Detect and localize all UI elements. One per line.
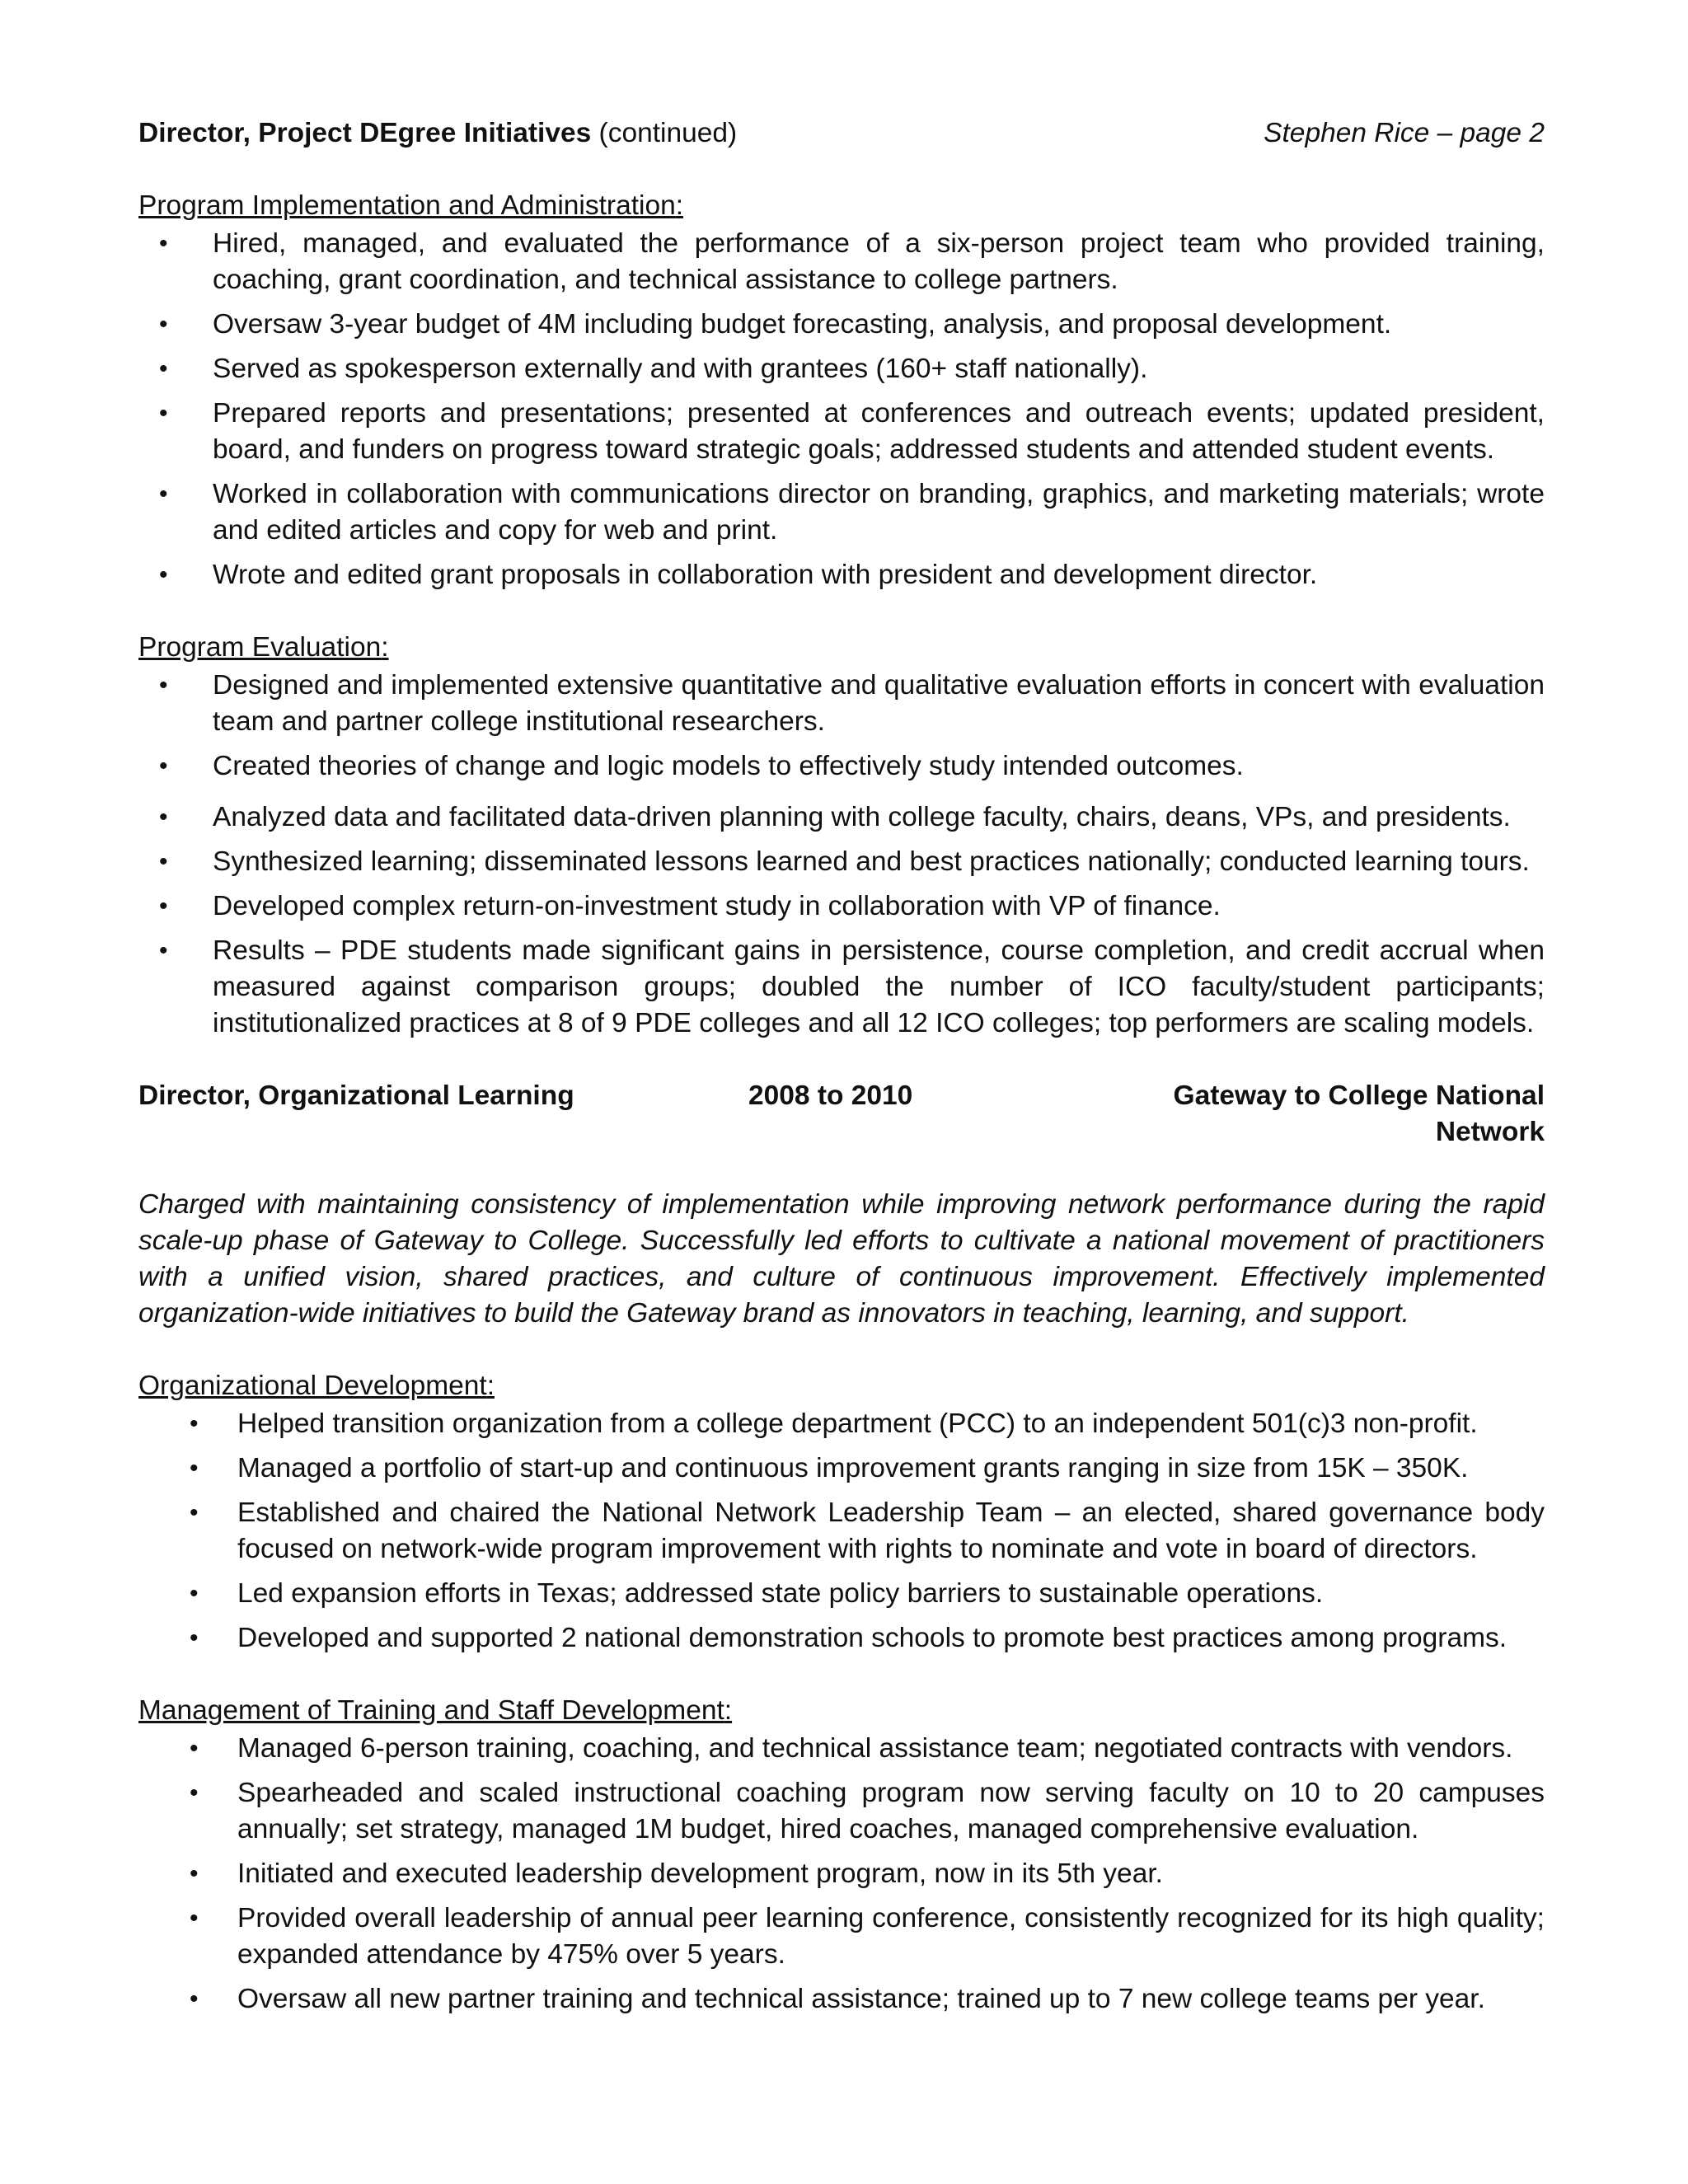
bullet-icon: • <box>159 400 168 427</box>
bullet-list <box>138 668 1545 1042</box>
list-item: • Created theories of change and logic models to effectively study intended outcomes. <box>138 748 1545 785</box>
list-item: • Served as spokesperson externally and with grantees (160+ staff nationally). <box>138 351 1545 387</box>
bullet-icon: • <box>190 1860 199 1887</box>
bullet-list <box>138 1406 1545 1657</box>
list-item: • Spearheaded and scaled instructional coaching program now serving faculty on 10 to 20 campuses annually; set strategy, managed 1M budget, hired coaches, managed comprehensive evaluation. <box>138 1775 1545 1848</box>
list-item: • Oversaw 3-year budget of 4M including budget forecasting, analysis, and proposal development. <box>138 307 1545 343</box>
bullet-list <box>138 1731 1545 2018</box>
bullet-icon: • <box>190 1905 199 1932</box>
section-title: Management of Training and Staff Development: <box>138 1695 733 1726</box>
position-title <box>138 115 737 152</box>
resume-page <box>138 115 1545 2018</box>
list-item: • Managed a portfolio of start-up and continuous improvement grants ranging in size from 15K – 350K. <box>138 1451 1545 1487</box>
section-program-evaluation <box>138 630 1545 1042</box>
job-heading <box>138 1078 1545 1151</box>
bullet-list <box>138 226 1545 593</box>
position-title-bold: Director, Project DEgree Initiatives <box>138 118 592 148</box>
list-item: • Developed complex return-on-investment study in collaboration with VP of finance. <box>138 888 1545 925</box>
list-item: • Wrote and edited grant proposals in collaboration with president and development director. <box>138 557 1545 593</box>
job-summary: Charged with maintaining consistency of implementation while improving network performance during the rapid scale-up phase of Gateway to College. Successfully led efforts to cultivate a national movement of practitioners with a unified vision, shared practices, and culture of continuous improvement. Effectively implemented organization-wide initiatives to build the Gateway brand as innovators in teaching, learning, and support. <box>138 1189 1545 1329</box>
job-dates: 2008 to 2010 <box>748 1080 913 1111</box>
section-title: Program Evaluation: <box>138 632 389 663</box>
job-role: Director, Organizational Learning <box>138 1080 574 1111</box>
bullet-icon: • <box>159 480 168 508</box>
bullet-icon: • <box>159 937 168 964</box>
page-label: Stephen Rice – page 2 <box>1264 118 1545 148</box>
bullet-icon: • <box>159 804 168 831</box>
list-item: • Established and chaired the National Network Leadership Team – an elected, shared governance body focused on network-wide program improvement with rights to nominate and vote in board of directors. <box>138 1495 1545 1568</box>
bullet-icon: • <box>190 1735 199 1762</box>
bullet-icon: • <box>159 672 168 699</box>
list-item: • Results – PDE students made significant gains in persistence, course completion, and credit accrual when measured against comparison groups; doubled the number of ICO faculty/student participants; institutionalized practices at 8 of 9 PDE colleges and all 12 ICO colleges; top performers are scaling models. <box>138 933 1545 1042</box>
list-item: • Helped transition organization from a college department (PCC) to an independent 501(c)3 non-profit. <box>138 1406 1545 1442</box>
job-organization: Gateway to College National Network <box>1173 1080 1545 1147</box>
list-item: • Developed and supported 2 national demonstration schools to promote best practices among programs. <box>138 1620 1545 1657</box>
bullet-icon: • <box>159 230 168 257</box>
bullet-icon: • <box>190 1499 199 1526</box>
bullet-icon: • <box>190 1580 199 1607</box>
bullet-icon: • <box>190 1779 199 1807</box>
list-item: • Synthesized learning; disseminated lessons learned and best practices nationally; conducted learning tours. <box>138 844 1545 880</box>
bullet-icon: • <box>159 893 168 920</box>
bullet-icon: • <box>159 311 168 338</box>
list-item: • Initiated and executed leadership development program, now in its 5th year. <box>138 1856 1545 1892</box>
list-item: • Worked in collaboration with communications director on branding, graphics, and marketing materials; wrote and edited articles and copy for web and print. <box>138 476 1545 549</box>
section-management-of-training <box>138 1693 1545 2018</box>
list-item: • Hired, managed, and evaluated the performance of a six-person project team who provided training, coaching, grant coordination, and technical assistance to college partners. <box>138 226 1545 298</box>
list-item: • Provided overall leadership of annual peer learning conference, consistently recognized for its high quality; expanded attendance by 475% over 5 years. <box>138 1900 1545 1973</box>
bullet-icon: • <box>159 355 168 382</box>
bullet-icon: • <box>190 1410 199 1437</box>
list-item: • Designed and implemented extensive quantitative and qualitative evaluation efforts in concert with evaluation team and partner college institutional researchers. <box>138 668 1545 740</box>
section-title: Program Implementation and Administration: <box>138 190 684 221</box>
bullet-icon: • <box>159 752 168 780</box>
list-item: • Oversaw all new partner training and technical assistance; trained up to 7 new college teams per year. <box>138 1981 1545 2018</box>
list-item: • Led expansion efforts in Texas; addressed state policy barriers to sustainable operations. <box>138 1576 1545 1612</box>
bullet-icon: • <box>159 561 168 588</box>
page-header <box>138 115 1545 152</box>
bullet-icon: • <box>159 848 168 875</box>
list-item: • Managed 6-person training, coaching, and technical assistance team; negotiated contracts with vendors. <box>138 1731 1545 1767</box>
section-program-implementation <box>138 188 1545 593</box>
list-item: • Prepared reports and presentations; presented at conferences and outreach events; updated president, board, and funders on progress toward strategic goals; addressed students and attended student events. <box>138 396 1545 468</box>
section-title: Organizational Development: <box>138 1371 495 1401</box>
bullet-icon: • <box>190 1985 199 2013</box>
bullet-icon: • <box>190 1624 199 1652</box>
position-title-suffix: (continued) <box>591 118 738 148</box>
section-organizational-development <box>138 1368 1545 1657</box>
bullet-icon: • <box>190 1455 199 1482</box>
list-item: • Analyzed data and facilitated data-driven planning with college faculty, chairs, deans, VPs, and presidents. <box>138 799 1545 836</box>
